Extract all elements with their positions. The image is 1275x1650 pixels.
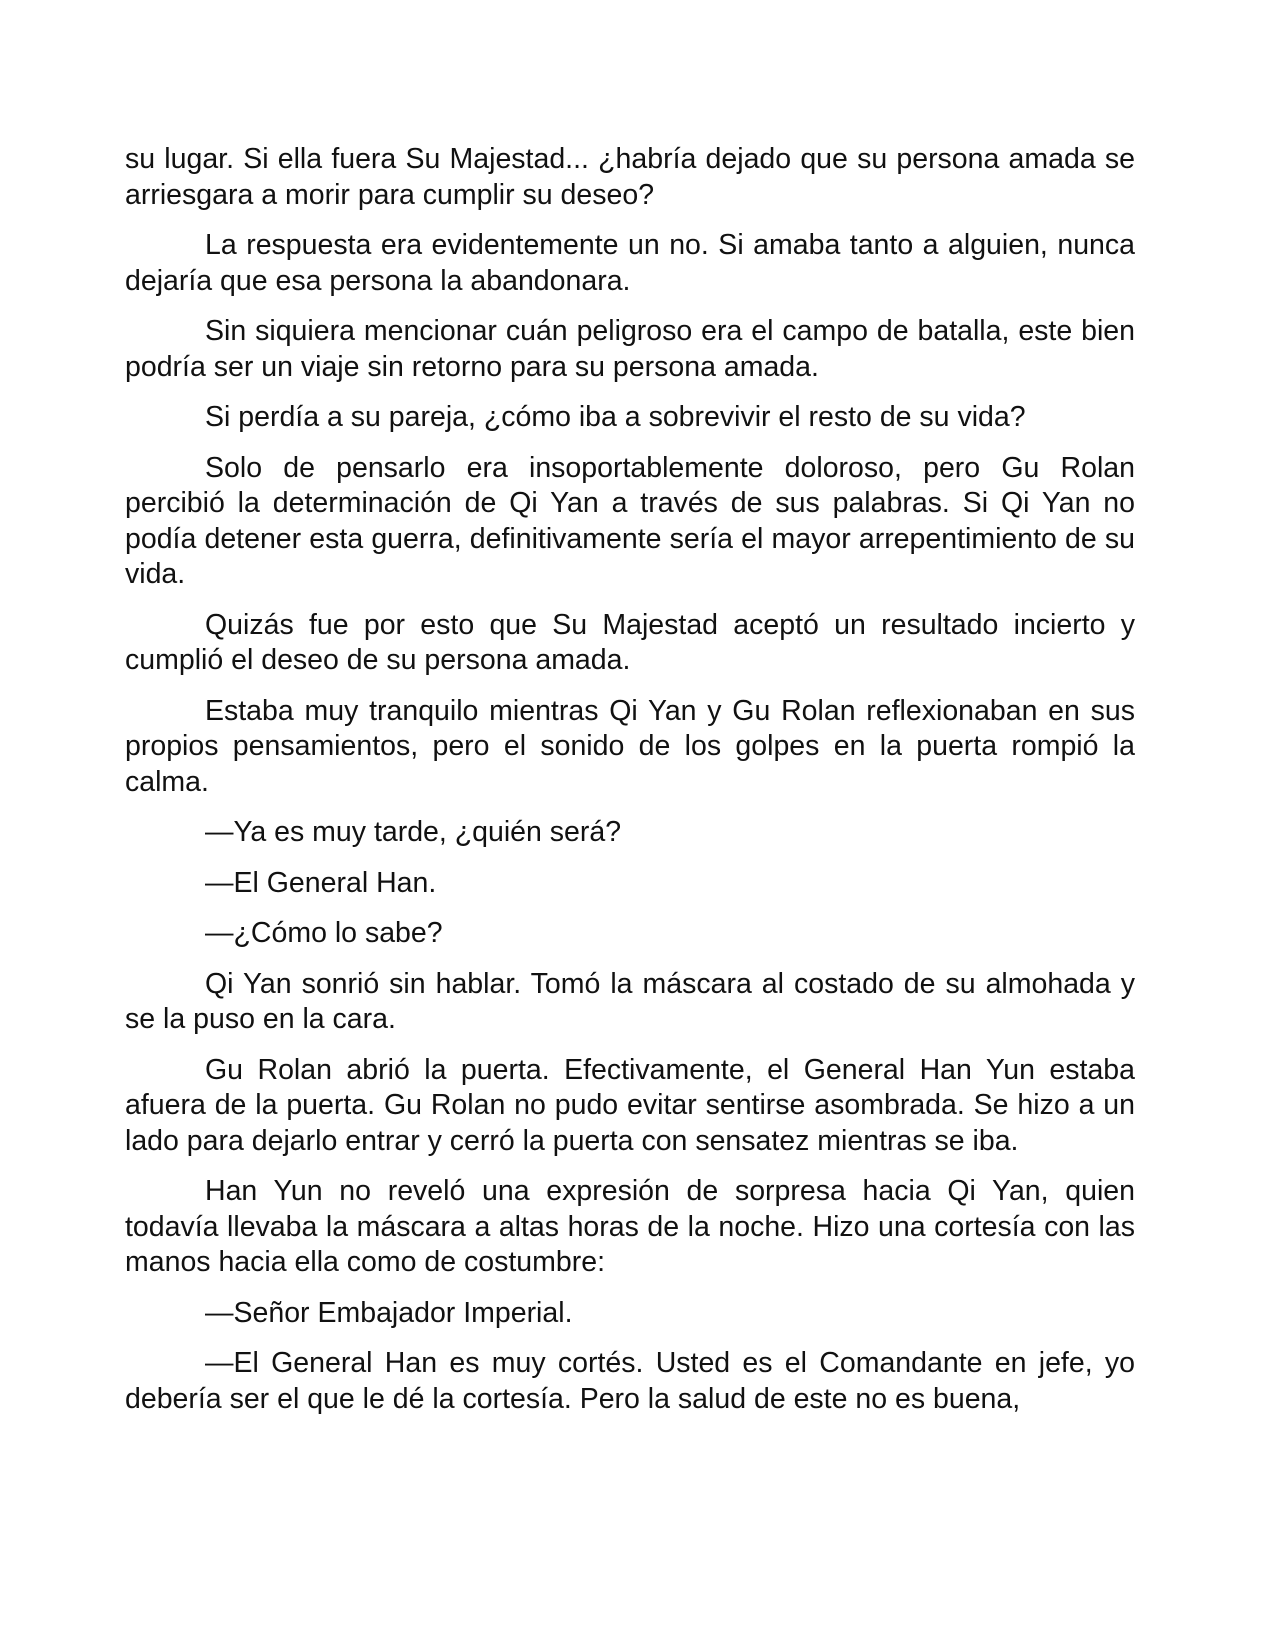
paragraph: La respuesta era evidentemente un no. Si amaba tanto a alguien, nunca dejaría que esa persona la abandonara. — [125, 229, 1135, 297]
dialogue-line: —El General Han. — [205, 866, 437, 899]
paragraph: Sin siquiera mencionar cuán peligroso era el campo de batalla, este bien podría ser un viaje sin retorno para su persona amada. — [125, 315, 1135, 383]
paragraph: Si perdía a su pareja, ¿cómo iba a sobrevivir el resto de su vida? — [205, 401, 1026, 433]
dialogue-line: —El General Han es muy cortés. Usted es el Comandante en jefe, yo debería ser el que le dé la cortesía. Pero la salud de este no es buena, — [125, 1347, 1135, 1415]
paragraph: Qi Yan sonrió sin hablar. Tomó la máscara al costado de su almohada y se la puso en la cara. — [125, 967, 1135, 1035]
dialogue-line: —Señor Embajador Imperial. — [205, 1296, 573, 1329]
paragraph: Gu Rolan abrió la puerta. Efectivamente, el General Han Yun estaba afuera de la puerta. Gu Rolan no pudo evitar sentirse asombrada. Se hizo a un lado para dejarlo entrar y cerró la puerta con sensatez mientras se iba. — [125, 1053, 1135, 1157]
paragraph: Quizás fue por esto que Su Majestad aceptó un resultado incierto y cumplió el deseo de su persona amada. — [125, 608, 1135, 676]
paragraph: Estaba muy tranquilo mientras Qi Yan y Gu Rolan reflexionaban en sus propios pensamientos, pero el sonido de los golpes en la puerta rompió la calma. — [125, 694, 1135, 798]
paragraph: Han Yun no reveló una expresión de sorpresa hacia Qi Yan, quien todavía llevaba la máscara a altas horas de la noche. Hizo una cortesía con las manos hacia ella como de costumbre: — [125, 1175, 1135, 1278]
paragraph: su lugar. Si ella fuera Su Majestad... ¿habría dejado que su persona amada se arriesgara a morir para cumplir su deseo? — [125, 143, 1135, 211]
dialogue-line: —Ya es muy tarde, ¿quién será? — [205, 816, 622, 848]
paragraph: Solo de pensarlo era insoportablemente doloroso, pero Gu Rolan percibió la determinación de Qi Yan a través de sus palabras. Si Qi Yan no podía detener esta guerra, definitivamente sería el mayor arrepentimiento de su vida. — [125, 451, 1135, 590]
document-page — [125, 142, 1135, 1432]
dialogue-line: —¿Cómo lo sabe? — [205, 917, 443, 949]
